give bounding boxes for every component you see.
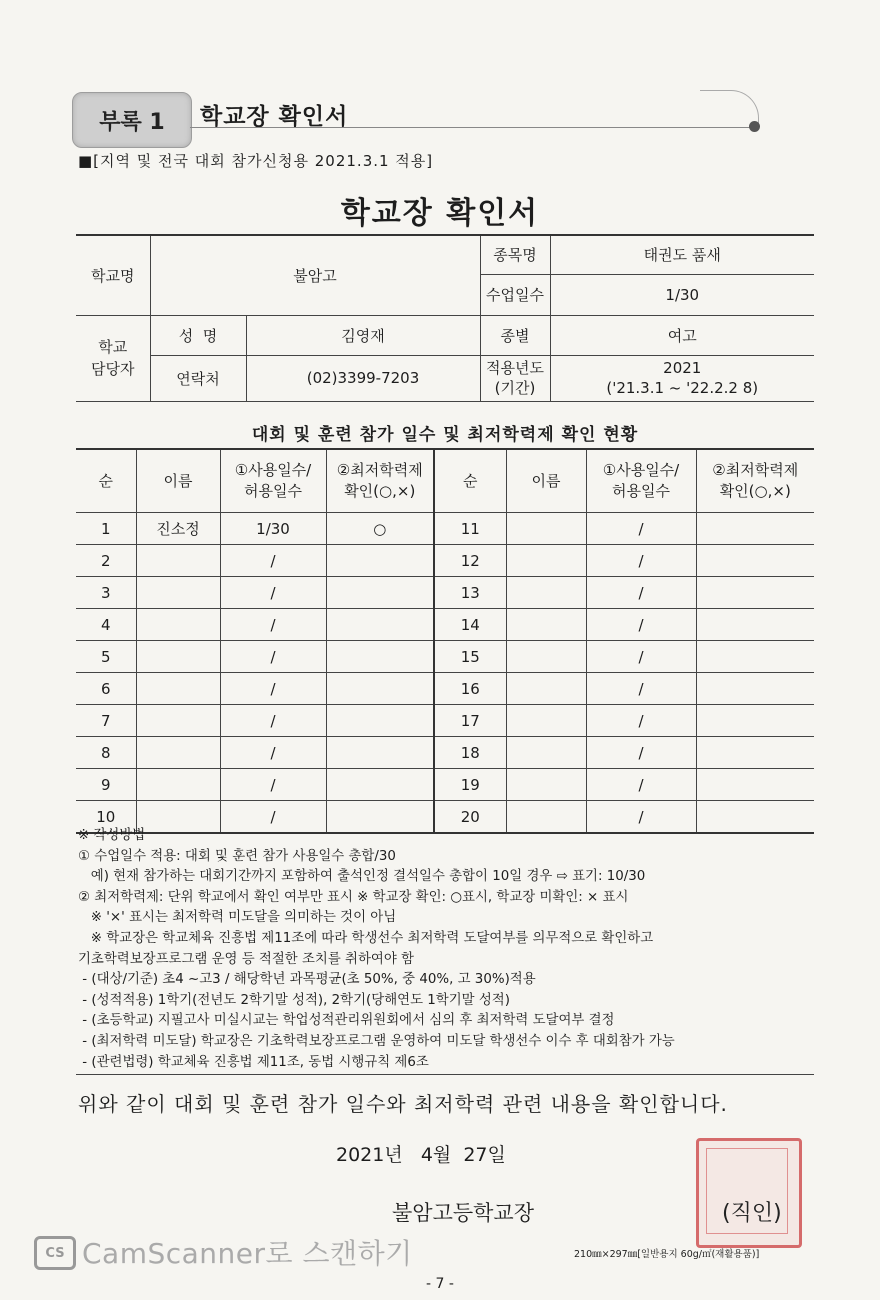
appendix-tab: 부록 1	[72, 92, 192, 148]
cell-no: 12	[434, 545, 506, 577]
cell-days: /	[586, 577, 696, 609]
year-value: 2021 ('21.3.1 ~ '22.2.2 8)	[550, 355, 814, 401]
note-line: ※ 학교장은 학교체육 진흥법 제11조에 따라 학생선수 최저학력 도달여부를 의무적으로 확인하고	[78, 930, 654, 946]
school-value: 불암고	[150, 235, 480, 315]
event-label: 종목명	[480, 235, 550, 274]
cell-days: /	[220, 673, 326, 705]
cell-name	[136, 577, 220, 609]
note-line: ※ '×' 표시는 최저학력 미도달을 의미하는 것이 아님	[78, 910, 397, 926]
cell-days: /	[586, 641, 696, 673]
note-line: ② 최저학력제: 단위 학교에서 확인 여부만 표시 ※ 학교장 확인: ○표시, 학교장 미확인: × 표시	[78, 889, 629, 905]
cell-name	[136, 673, 220, 705]
cell-check	[326, 769, 434, 801]
cell-check	[696, 705, 814, 737]
document-title: 학교장 확인서	[340, 196, 540, 231]
cell-check	[326, 545, 434, 577]
cell-days: /	[586, 609, 696, 641]
principal-text: 불암고등학교장	[392, 1201, 535, 1225]
category-label: 종별	[480, 315, 550, 355]
info-table	[76, 234, 814, 402]
table-header-row	[76, 449, 814, 513]
cell-name	[506, 577, 586, 609]
cell-name	[506, 737, 586, 769]
cell-no: 7	[76, 705, 136, 737]
notice-text: ■[지역 및 전국 대회 참가신청용 2021.3.1 적용]	[78, 152, 434, 170]
cell-name	[136, 609, 220, 641]
cell-no: 20	[434, 801, 506, 834]
header-name-right: 이름	[506, 449, 586, 513]
header-days: ①사용일수/ 허용일수	[220, 449, 326, 513]
cell-no: 9	[76, 769, 136, 801]
cell-days: /	[586, 673, 696, 705]
cell-name	[506, 513, 586, 545]
header-no: 순	[76, 449, 136, 513]
cell-days: /	[220, 577, 326, 609]
cell-check	[696, 769, 814, 801]
paper-spec: 210㎜×297㎜[일반용지 60g/㎡(재활용품)]	[574, 1249, 760, 1260]
date-text: 2021년 4월 27일	[336, 1144, 506, 1166]
cell-no: 18	[434, 737, 506, 769]
bottom-divider	[76, 1074, 814, 1075]
cell-check	[696, 545, 814, 577]
cell-name	[136, 769, 220, 801]
cell-no: 16	[434, 673, 506, 705]
header-check: ②최저학력제 확인(○,×)	[326, 449, 434, 513]
cell-days: /	[220, 705, 326, 737]
cell-name	[136, 705, 220, 737]
cell-days: /	[220, 737, 326, 769]
cell-name	[136, 737, 220, 769]
cell-days: 1/30	[220, 513, 326, 545]
note-line: - (최저학력 미도달) 학교장은 기초학력보장프로그램 운영하여 미도달 학생선수 이수 후 대회참가 가능	[78, 1033, 675, 1049]
note-line: - (대상/기준) 초4 ~고3 / 해당학년 과목평균(초 50%, 중 40%, 고 30%)적용	[78, 972, 536, 988]
contact-label: 연락처	[150, 355, 246, 401]
cell-check	[326, 737, 434, 769]
header-name: 이름	[136, 449, 220, 513]
cell-check	[326, 609, 434, 641]
school-label: 학교명	[76, 235, 150, 315]
category-value: 여고	[550, 315, 814, 355]
table-row	[76, 609, 814, 641]
staff-label: 학교 담당자	[76, 315, 150, 401]
cell-name	[506, 641, 586, 673]
table-row	[76, 705, 814, 737]
table-row	[76, 577, 814, 609]
cell-no: 6	[76, 673, 136, 705]
cell-days: /	[220, 801, 326, 834]
cell-days: /	[220, 641, 326, 673]
confirm-text: 위와 같이 대회 및 훈련 참가 일수와 최저학력 관련 내용을 확인합니다.	[78, 1092, 728, 1116]
cell-days: /	[586, 513, 696, 545]
note-line: 기초학력보장프로그램 운영 등 적절한 조치를 취하여야 함	[78, 951, 414, 967]
scanner-watermark: CamScanner로 스캔하기	[82, 1237, 413, 1270]
cell-no: 17	[434, 705, 506, 737]
header-no-right: 순	[434, 449, 506, 513]
year-label: 적용년도 (기간)	[480, 355, 550, 401]
cell-check	[326, 577, 434, 609]
header-check-right: ②최저학력제 확인(○,×)	[696, 449, 814, 513]
cell-check	[696, 641, 814, 673]
cell-no: 3	[76, 577, 136, 609]
cell-days: /	[586, 705, 696, 737]
cell-name	[506, 673, 586, 705]
cell-name	[506, 545, 586, 577]
note-line: ① 수업일수 적용: 대회 및 훈련 참가 사용일수 총합/30	[78, 848, 396, 864]
cell-days: /	[220, 609, 326, 641]
cell-no: 11	[434, 513, 506, 545]
cell-days: /	[220, 545, 326, 577]
cell-days: /	[586, 769, 696, 801]
cell-no: 2	[76, 545, 136, 577]
header-divider	[190, 127, 755, 128]
cell-check	[696, 737, 814, 769]
note-line: - (초등학교) 지필고사 미실시교는 학업성적관리위원회에서 심의 후 최저학력 도달여부 결정	[78, 1013, 615, 1029]
cell-no: 4	[76, 609, 136, 641]
note-line: - (성적적용) 1학기(전년도 2학기말 성적), 2학기(당해연도 1학기말 성적)	[78, 992, 510, 1008]
header-dot-icon	[749, 121, 760, 132]
cell-check: ○	[326, 513, 434, 545]
cell-name: 진소정	[136, 513, 220, 545]
cell-days: /	[586, 545, 696, 577]
table-row	[76, 673, 814, 705]
days-label: 수업일수	[480, 274, 550, 315]
cell-no: 10	[76, 801, 136, 834]
participation-table	[76, 448, 814, 834]
cell-no: 15	[434, 641, 506, 673]
section-title: 대회 및 훈련 참가 일수 및 최저학력제 확인 현황	[251, 425, 639, 445]
cell-check	[696, 577, 814, 609]
cell-check	[326, 705, 434, 737]
cell-days: /	[220, 769, 326, 801]
cell-name	[506, 609, 586, 641]
cell-check	[326, 673, 434, 705]
cell-days: /	[586, 737, 696, 769]
cell-no: 1	[76, 513, 136, 545]
instructions	[78, 826, 818, 1073]
cell-no: 5	[76, 641, 136, 673]
note-line: ※ 작성방법	[78, 828, 146, 843]
cell-no: 13	[434, 577, 506, 609]
name-label: 성 명	[150, 315, 246, 355]
contact-value: (02)3399-7203	[246, 355, 480, 401]
table-row	[76, 737, 814, 769]
name-value: 김영재	[246, 315, 480, 355]
cell-no: 14	[434, 609, 506, 641]
cell-check	[326, 641, 434, 673]
table-row	[76, 545, 814, 577]
days-value: 1/30	[550, 274, 814, 315]
cell-name	[506, 705, 586, 737]
cell-no: 8	[76, 737, 136, 769]
cell-check	[696, 609, 814, 641]
cell-no: 19	[434, 769, 506, 801]
header-days-right: ①사용일수/ 허용일수	[586, 449, 696, 513]
cell-name	[136, 545, 220, 577]
table-row	[76, 513, 814, 545]
event-value: 태권도 품새	[550, 235, 814, 274]
note-line: 예) 현재 참가하는 대회기간까지 포함하여 출석인정 결석일수 총합이 10일 경우 ⇨ 표기: 10/30	[78, 869, 646, 885]
seal-label: (직인)	[722, 1201, 782, 1226]
camscanner-icon: CS	[34, 1236, 76, 1270]
header-title: 학교장 확인서	[200, 104, 349, 130]
cell-name	[506, 769, 586, 801]
cell-days: /	[586, 801, 696, 834]
note-line: - (관련법령) 학교체육 진흥법 제11조, 동법 시행규칙 제6조	[78, 1054, 429, 1070]
table-row	[76, 641, 814, 673]
cell-check	[696, 513, 814, 545]
cell-name	[136, 641, 220, 673]
page-number: - 7 -	[426, 1276, 454, 1292]
table-row	[76, 769, 814, 801]
cell-check	[696, 673, 814, 705]
